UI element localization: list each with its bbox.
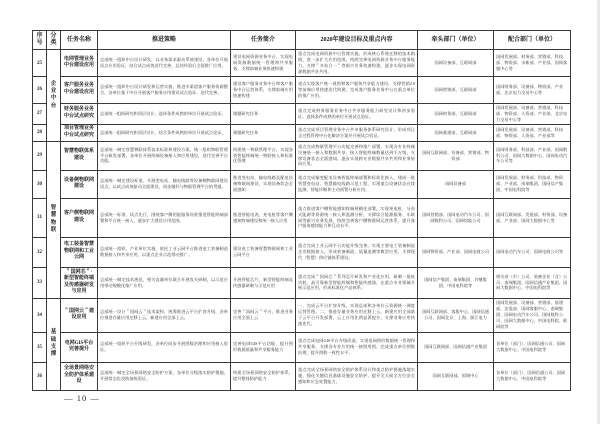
table-row	[33, 267, 571, 298]
category-cell: 企业中台	[47, 50, 61, 141]
brief-cell: 完善＂国网云＂平台，推进业务应用全面上云	[231, 298, 296, 332]
brief-cell: 构建统一物联管理平台，实现各类智能终端统一物联接入和标准化管理	[231, 141, 296, 170]
task-name-cell: 全场景网络安全防护体系建设	[61, 362, 98, 390]
goal-cell: 重点完成＂国网芯＂系列芯片研发和产业化应用，研制一批低功耗、高可靠新型智能终端和智能传感器，在重点专业领域开展示范应用，形成标准化产品体系。	[296, 267, 418, 298]
lead-dept-cell: 国网信产集团、南瑞集团、许继集团、中国电科院等	[418, 267, 494, 298]
lead-dept-cell: 国网设备部	[418, 170, 494, 198]
lead-dept-cell: 国网营销部、国网电动汽车公司、国网数科公司、国网综能公司	[418, 198, 494, 237]
header-serial: 序号	[33, 31, 47, 50]
table-row	[33, 124, 571, 141]
row-number-cell: 32	[33, 237, 47, 267]
goal-cell: 重点实现客户统一视图和客户服务共享能力建设，支撑营销2.0等前端应用快速迭代构建，完成客户服务业务中台在重点单位的推广应用。	[296, 76, 418, 103]
lead-dept-cell: 国网设备部、互联网部	[418, 50, 494, 77]
goal-cell: 重点完成项目管理业务中台共享服务体系研究设计，形成项目全过程管理中台化解决方案并开展试点验证。	[296, 124, 418, 141]
row-number-cell: 31	[33, 198, 47, 237]
support-dept-cell: 各单位（部门）、国网信通公司、国网大数据中心、中国电科院等	[494, 362, 571, 390]
strategy-cell: 总部统一组织中台设计研发和运营实施，推进多渠道客户服务资源整合，各单位基于中台开展客户服务应用建设试点验证，迭代完善。	[98, 76, 231, 103]
table-row	[33, 76, 571, 103]
header-category: 分类	[47, 31, 61, 50]
goal-cell: 重点完成电网GIS平台升级改造，实现电网图形数据统一管理和共享服务，支撑各专业应用统一接图用图，完成重点单位图数治理，提升图数一致性水平。	[296, 332, 418, 362]
goal-cell: 一、完成云平台扩容升级，实现总部和各单位云资源统一调度运营管理。二、推进存量业务应用迁移上云，新建应用全部基于云平台开发部署，云上应用比例显著提升，支撑业务应用快速迭代。	[296, 298, 418, 332]
task-name-cell: 客户侧物联网建设	[61, 198, 98, 237]
lead-dept-cell: 国网营销部、互联网部	[418, 76, 494, 103]
lead-dept-cell: 国网互联网部、设备部、营销部、物资部	[418, 141, 494, 170]
task-name-cell: 客户服务业务中台建设应用	[61, 76, 98, 103]
support-dept-cell: 国网财务部、科技部、产业部、国网数科公司、国网大数据中心、国网电动汽车公司等	[494, 141, 571, 170]
support-dept-cell: 国网财务部、设备部、物资部、产业部、北京电力交易中心等	[494, 76, 571, 103]
brief-cell: 建设客户服务业务中台和客户服务中台运营体系，支撑前端应用快速构建	[231, 76, 296, 103]
header-brief: 任务简介	[231, 31, 296, 50]
table-row	[33, 198, 571, 237]
support-dept-cell: 国网发展部、财务部、营销部、科技部、物资部、水新部、产业部、国网客服中心等	[494, 50, 571, 77]
row-number-cell: 26	[33, 76, 47, 103]
brief-cell: 推进变电站、输电线路及配电设备物联网建设，实现设备状态全面感知	[231, 170, 296, 198]
task-name-cell: ＂国网芯＂·新型智能终端及传感器研发与应用	[61, 267, 98, 298]
brief-cell: 课题研究任务	[231, 103, 296, 124]
header-2020-goal: 2020年建设目标及重点内容	[296, 31, 418, 50]
support-dept-cell: 国网发展部、设备部、营销部、科技部、物资部、人资部、产业部、北京电力交易中心等	[494, 103, 571, 124]
table-row	[33, 298, 571, 332]
row-number-cell: 28	[33, 124, 47, 141]
support-dept-cell: 国网发展部、设备部、营销部、基建部、安监部、国网客服中心、南瑞集团、国网电动汽车公司、国网数科公司、国网大数据中心、中国电科院、联研院等	[494, 298, 571, 332]
row-number-cell: 27	[33, 103, 47, 124]
goal-cell: 重点完成物联管理平台功能完善和推广部署，实现各专业终端设备统一接入和数据共享，接入智能终端数量达到千万级，支撑设备状态全面感知，逐步实现跨专业数据共享共用和业务协同应用。	[296, 141, 418, 170]
table-row	[33, 50, 571, 77]
lead-dept-cell: 国网基建部、互联网部	[418, 124, 494, 141]
brief-cell: 建设电网资源业务中台，实现电网资源数据统一管理和共享服务，支撑前端业务快速构建	[231, 50, 296, 77]
strategy-cell: 总部统一制定智慧物联体系技术标准和建设方案，统一组织物联管理平台研发部署，各单位开展终端设备接入和应用建设，迭代完善平台功能。	[98, 141, 231, 170]
support-dept-cell: 国网发展部、财务部、科技部、物资部、产业部、南瑞集团、国网信产集团、中国电科院等	[494, 170, 571, 198]
lead-dept-cell: 国网互联网部、国网信通产业集团	[418, 332, 494, 362]
brief-cell: 构建全场景网络安全防护体系，提升整体防护能力	[231, 362, 296, 390]
row-number-cell: 33	[33, 267, 47, 298]
brief-cell: 开展智能芯片、新型智能终端及传感器研制与示范应用	[231, 267, 296, 298]
table-row	[33, 141, 571, 170]
strategy-cell: 总部统一制定建设标准，开展变电站、输电线路等设备侧物联网建设试点，以试点成效驱动全面建设，同步做好与物联管理平台的贯通。	[98, 170, 231, 198]
task-name-cell: 财务服务业务中台试点研究	[61, 103, 98, 124]
task-name-cell: 电网管理业务中台建设应用	[61, 50, 98, 77]
task-name-cell: 电网GIS平台完善提升	[61, 332, 98, 362]
header-strategy: 推进策略	[98, 31, 231, 50]
lead-dept-cell: 国网物资部、产业部、国网电商公司	[418, 237, 494, 267]
brief-cell: 课题研究任务	[231, 124, 296, 141]
support-dept-cell: 相关省（市）公司、装备企业（含）公司、南瑞集团、国网信通产业集团、国网大数据中心、中国电科院等	[494, 267, 571, 298]
task-name-cell: ＂国网云＂建设应用	[61, 298, 98, 332]
table-row	[33, 170, 571, 198]
goal-cell: 重点完成工业云网平台功能升级完善，实现主要电工装备制造企业数据接入，形成装备制造、质量追溯等典型应用，支撑现代（智慧）供应链体系建设。	[296, 237, 418, 267]
task-name-cell: 设备侧物联网建设	[61, 170, 98, 198]
strategy-cell: 总部统一设计＂国网云＂技术架构，统筹推进云平台扩容升级，各单位推进存量应用迁移上云，新建应用全部上云。	[98, 298, 231, 332]
task-name-cell: 智慧物联体系建设	[61, 141, 98, 170]
brief-cell: 完善电网GIS平台功能，提升图形数据质量和共享服务能力	[231, 332, 296, 362]
task-table-body	[33, 50, 571, 390]
lead-dept-cell: 国网互联网部、客服中心、国网信通公司、国网北京、上海、浙江电力	[418, 298, 494, 332]
brief-cell: 推进智能电表、充电桩等客户侧感知终端建设和统一接入应用	[231, 198, 296, 237]
support-dept-cell: 国网互联网部、发展部、财务部、设备部、产业部、国网大数据中心等	[494, 198, 571, 237]
brief-cell: 建设电工装备智慧物联网和工业云网平台	[231, 237, 296, 267]
strategy-cell: 总部统一组织中台设计研发，以业务需求驱动系统建设，各单位开展试点应用验证，结合试点成效迭代完善，总结经验后全面推广应用。	[98, 50, 231, 77]
goal-cell: 重点完成输变配电设备智能终端部署和标准化接入，建成一批智慧变电站、智慧输电线路示范工程，实现重点设备状态在线监测、智能诊断和主动预警分析应用。	[296, 170, 418, 198]
row-number-cell: 34	[33, 298, 47, 332]
lead-dept-cell: 国网互联网部、国调中心	[418, 362, 494, 390]
row-number-cell: 35	[33, 332, 47, 362]
row-number-cell: 29	[33, 141, 47, 170]
strategy-cell: 总部统一组织平台升级研发，各单位同步开展图数治理和应用接入验证。	[98, 332, 231, 362]
strategy-cell: 总部统一制定技术规范，相关直属单位联合开展攻关研制，以示范应用带动规模化推广应用。	[98, 267, 231, 298]
support-dept-cell: 各单位（部门）、国网信通公司、国网大数据中心、中国电科院等	[494, 332, 571, 362]
lead-dept-cell: 国网财务部、互联网部	[418, 103, 494, 124]
strategy-cell: 总部统一组织研究和顶层设计，结合条件成熟的单位开展试点论证。	[98, 124, 231, 141]
strategy-cell: 总部统一标准、试点先行，围绕客户侧用能服务场景推进智能终端部署和平台统一接入，逐步扩大建设应用范围。	[98, 198, 231, 237]
header-task-name: 任务名称	[61, 31, 98, 50]
support-dept-cell: 国网发展部、设备部、营销部、科技部、物资部、人资部、产业部等	[494, 124, 571, 141]
row-number-cell: 30	[33, 170, 47, 198]
task-table	[32, 30, 571, 391]
row-number-cell: 25	[33, 50, 47, 77]
strategy-cell: 总部统一制定全场景网络安全防护方案，各单位分级落实防护措施，开展常态化攻防演练验证。	[98, 362, 231, 390]
category-cell: 基础支撑	[47, 298, 61, 390]
goal-cell: 重点完成全场景网络安全防护体系设计和重点防护措施落地实施，强化关键信息基础设施安全防护，提升全天候全方位安全感知和应急处置能力。	[296, 362, 418, 390]
page-number: — 10 —	[64, 393, 100, 403]
category-cell: 智慧物联	[47, 141, 61, 298]
table-row	[33, 362, 571, 390]
goal-cell: 重点完成电网资源中台管理实施，形成核心系统迁移的技术路线，进一步扩大应用范围，持续完善电网资源业务中台服务能力，支撑＂多站合一＂等新兴业务快速构建，逐步实现电网资源数据共享共用。	[296, 50, 418, 77]
table-row	[33, 103, 571, 124]
row-number-cell: 36	[33, 362, 47, 390]
strategy-cell: 总部统一组织、产业单位实施，依托工业云网平台推进电工装备制造数据接入和共享应用，以重点企业示范带动推广。	[98, 237, 231, 267]
strategy-cell: 总部统一组织研究和顶层设计，选择条件成熟的单位开展试点验证。	[98, 103, 231, 124]
header-support-dept: 配合部门（单位）	[494, 31, 571, 50]
goal-cell: 重点完成财务服务业务中台共享服务能力研究设计和初步验证，选择条件成熟的单位开展试点验证。	[296, 103, 418, 124]
task-name-cell: 电工装备智慧物联网和工业云网	[61, 237, 98, 267]
goal-cell: 重点推进客户侧智能感知终端规模化部署，实现充电桩、分布式能源等资源统一接入和监测分析，支撑综合能源服务、车联网等新兴业务发展，持续完善客户侧物联网运营体系，提升客户服务感知能力和互动水平。	[296, 198, 418, 237]
support-dept-cell: 国网电动汽车公司、国网电商公司等	[494, 237, 571, 267]
header-lead-dept: 牵头部门（单位）	[418, 31, 494, 50]
table-header-row	[33, 31, 571, 50]
table-row	[33, 332, 571, 362]
task-name-cell: 项目管理业务中台试点研究	[61, 124, 98, 141]
table-row	[33, 237, 571, 267]
